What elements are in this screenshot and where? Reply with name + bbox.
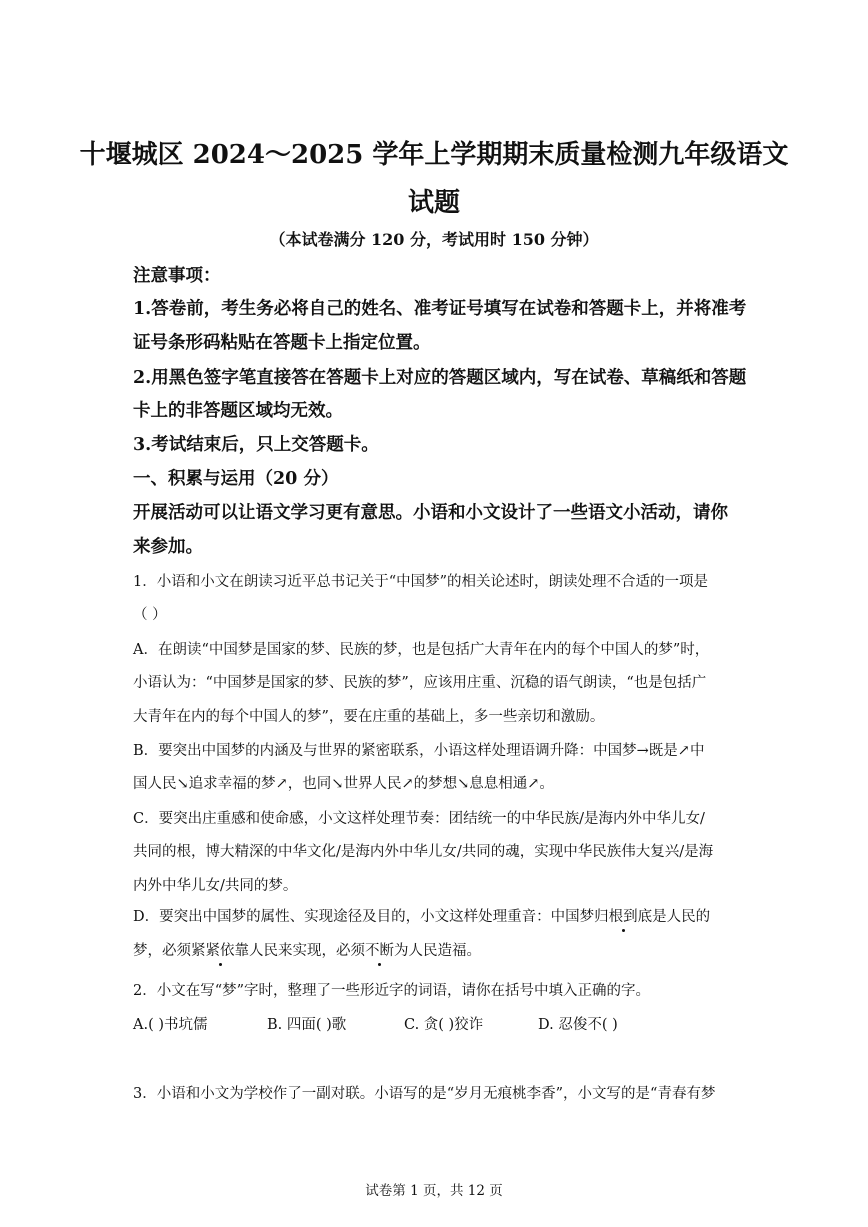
exam-subtitle: （本试卷满分 120 分，考试用时 150 分钟）	[269, 230, 599, 249]
question-2-stem: 2．小文在写“梦”字时，整理了一些形近字的词语，请你在括号中填入正确的字。	[133, 983, 651, 999]
exam-title-line1: 十堰城区 2024～2025 学年上学期期末质量检测九年级语文	[79, 140, 789, 170]
notice-item-1: 1.答卷前，考生务必将自己的姓名、准考证号填写在试卷和答题卡上，并将准考	[133, 299, 747, 319]
question-1-option-b: B．要突出中国梦的内涵及与世界的紧密联系，小语这样处理语调升降：中国梦→既是↗中	[133, 743, 705, 759]
question-2-option-b: B. 四面( )歌	[267, 1017, 347, 1033]
section-intro: 开展活动可以让语文学习更有意思。小语和小文设计了一些语文小活动，请你	[133, 503, 728, 523]
question-2-option-d: D. 忍俊不( )	[538, 1017, 618, 1033]
option-d-text: 梦，必须	[133, 943, 191, 959]
section-intro-cont: 来参加。	[133, 537, 203, 557]
question-2-options	[133, 1013, 618, 1034]
question-3-stem: 3．小语和小文为学校作了一副对联。小语写的是“岁月无痕桃李香”，小文写的是“青春有梦	[133, 1086, 716, 1102]
question-1-option-b-cont: 国人民↘追求幸福的梦↗，也同↘世界人民↗的梦想↘息息相通↗。	[133, 776, 554, 792]
option-d-text: 人民来实现，必须	[249, 943, 365, 959]
section-heading-1: 一、积累与运用（20 分）	[133, 469, 339, 489]
question-2-option-c: C. 贪( )狡诈	[404, 1017, 484, 1033]
question-2-option-a: A.( )书坑儒	[133, 1017, 208, 1033]
notice-item-3: 3.考试结束后，只上交答题卡。	[133, 435, 379, 455]
question-1-option-a-cont2: 大青年在内的每个中国人的梦”，要在庄重的基础上，多一些亲切和激励。	[133, 709, 605, 725]
emphasis-dotted-text: 不断	[365, 943, 394, 959]
emphasis-dotted-text: 紧紧依靠	[191, 943, 249, 959]
question-1-stem: 1．小语和小文在朗读习近平总书记关于“中国梦”的相关论述时，朗读处理不合适的一项是	[133, 574, 709, 590]
option-d-text: 为人民造福。	[394, 943, 481, 959]
notice-item-2-cont: 卡上的非答题区域均无效。	[133, 401, 343, 421]
question-1-option-c-cont2: 内外中华儿女/共同的梦。	[133, 878, 298, 894]
notice-item-1-cont: 证号条形码粘贴在答题卡上指定位置。	[133, 333, 431, 353]
question-1-option-c: C．要突出庄重感和使命感，小文这样处理节奏：团结统一的中华民族/是海内外中华儿女/	[133, 811, 705, 827]
emphasis-dotted-text: 归根到底	[594, 909, 653, 925]
page-footer: 试卷第 1 页，共 12 页	[365, 1183, 503, 1199]
question-1-option-d	[133, 905, 710, 926]
question-1-answer-blank: （ ）	[133, 607, 167, 623]
notice-item-2: 2.用黑色签字笔直接答在答题卡上对应的答题区域内，写在试卷、草稿纸和答题	[133, 368, 747, 388]
question-1-option-a: A．在朗读“中国梦是国家的梦、民族的梦，也是包括广大青年在内的每个中国人的梦”时，	[133, 642, 710, 658]
option-d-text: D．要突出中国梦的属性、实现途径及目的，小文这样处理重音：中国梦	[133, 909, 595, 925]
notice-heading: 注意事项：	[133, 266, 221, 286]
question-1-option-c-cont1: 共同的根，博大精深的中华文化/是海内外中华儿女/共同的魂，实现中华民族伟大复兴/是海	[133, 844, 714, 860]
exam-title-line2: 试题	[407, 188, 460, 218]
option-d-text: 是人民的	[652, 909, 711, 925]
question-1-option-a-cont1: 小语认为：“中国梦是国家的梦、民族的梦”，应该用庄重、沉稳的语气朗读，“也是包括广	[133, 675, 707, 691]
question-1-option-d-cont	[133, 939, 481, 960]
